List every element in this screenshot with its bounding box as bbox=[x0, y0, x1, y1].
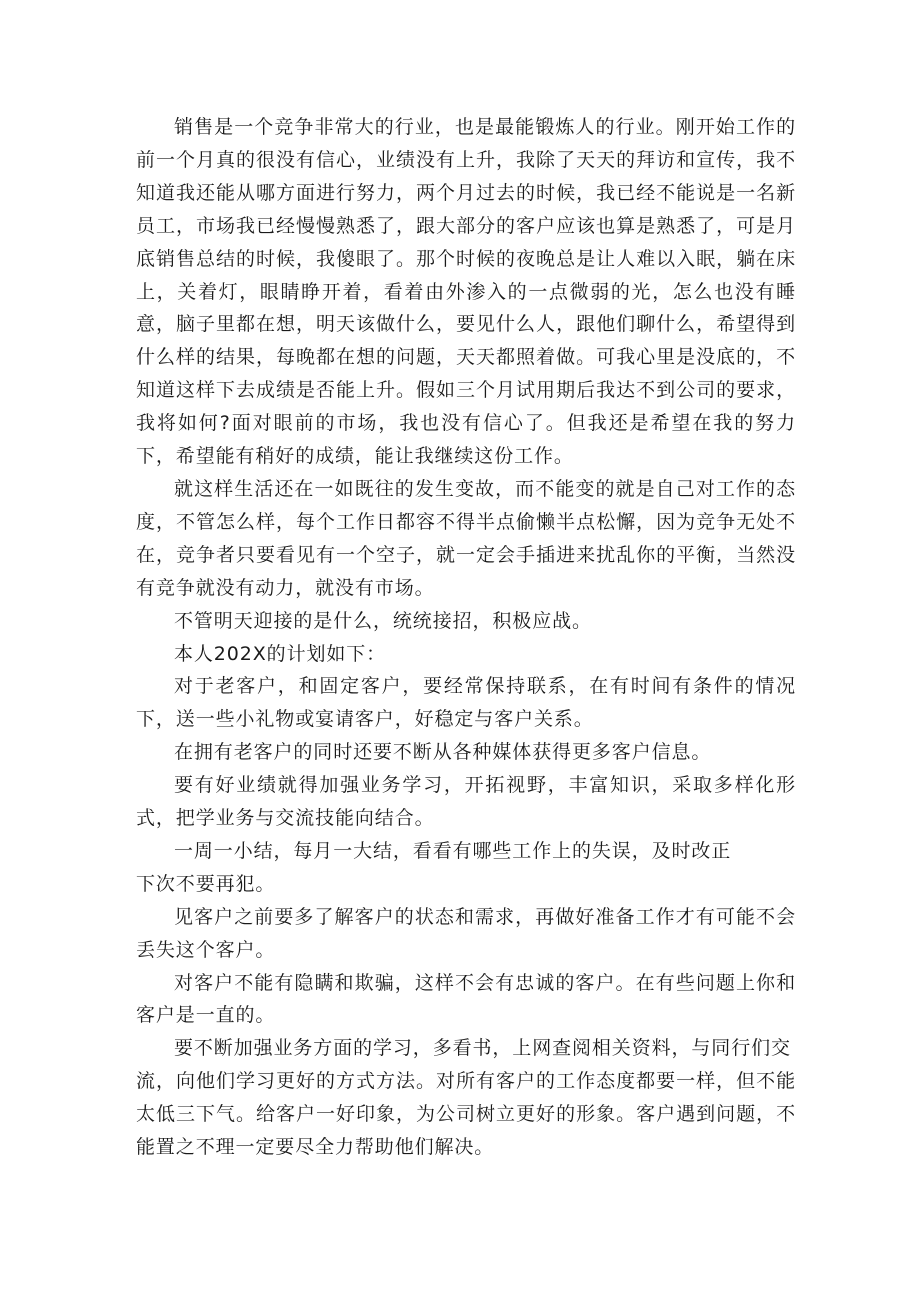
document-body bbox=[136, 111, 796, 1164]
paragraph-weekly-summary-continued bbox=[136, 868, 796, 901]
paragraph-line: 一周一小结，每月一大结，看看有哪些工作上的失误，及时改正 bbox=[174, 839, 732, 862]
paragraph-new-customer-info: 在拥有老客户的同时还要不断从各种媒体获得更多客户信息。 bbox=[174, 741, 712, 764]
paragraph-business-learning: 要有好业绩就得加强业务学习，开拓视野，丰富知识，采取多样化形式，把学业务与交流技能向结合。 bbox=[136, 774, 796, 830]
paragraph-honesty: 对客户不能有隐瞒和欺骗，这样不会有忠诚的客户。在有些问题上你和客户是一直的。 bbox=[136, 971, 796, 1027]
paragraph-weekly-summary bbox=[136, 835, 796, 868]
paragraph-plan-heading: 本人202X的计划如下： bbox=[174, 642, 387, 665]
paragraph-continuous-learning-continued: 流，向他们学习更好的方式方法。对所有客户的工作态度都要一样，但不能太低三下气。给客户一好印象，为公司树立更好的形象。客户遇到问题，不能置之不理一定要尽全力帮助他们解决。 bbox=[136, 1070, 796, 1159]
paragraph-line: 下次不要再犯。 bbox=[136, 872, 276, 895]
paragraph-line: 要不断加强业务方面的学习，多看书，上网查阅相关资料，与同行们交 bbox=[174, 1037, 791, 1060]
paragraph-sales-reflection: 销售是一个竞争非常大的行业，也是最能锻炼人的行业。刚开始工作的前一个月真的很没有信心，业绩没有上升，我除了天天的拜访和宣传，我不知道我还能从哪方面进行努力，两个月过去的时候，我已经不能说是一名新员工，市场我已经慢慢熟悉了，跟大部分的客户应该也算是熟悉了，可是月底销售总结的时候，我傻眼了。那个时候的夜晚总是让人难以入眠，躺在床上，关着灯，眼睛睁开着，看着由外渗入的一点微弱的光，怎么也没有睡意，脑子里都在想，明天该做什么，要见什么人，跟他们聊什么，希望得到什么样的结果，每晚都在想的问题，天天都照着做。可我心里是没底的，不知道这样下去成绩是否能上升。假如三个月试用期后我达不到公司的要求，我将如何?面对眼前的市场，我也没有信心了。但我还是希望在我的努力下，希望能有稍好的成绩，能让我继续这份工作。 bbox=[136, 116, 796, 468]
paragraph-know-customer: 见客户之前要多了解客户的状态和需求，再做好准备工作才有可能不会丢失这个客户。 bbox=[136, 905, 796, 961]
paragraph-old-customers: 对于老客户，和固定客户，要经常保持联系，在有时间有条件的情况下，送一些小礼物或宴请客户，好稳定与客户关系。 bbox=[136, 675, 796, 731]
paragraph-face-tomorrow: 不管明天迎接的是什么，统统接招，积极应战。 bbox=[174, 609, 592, 632]
paragraph-work-attitude: 就这样生活还在一如既往的发生变故，而不能变的就是自己对工作的态度，不管怎么样，每个工作日都容不得半点偷懒半点松懈，因为竞争无处不在，竞争者只要看见有一个空子，就一定会手插进来扰乱你的平衡，当然没有竞争就没有动力，就没有市场。 bbox=[136, 477, 796, 599]
paragraph-continuous-learning bbox=[136, 1032, 796, 1065]
